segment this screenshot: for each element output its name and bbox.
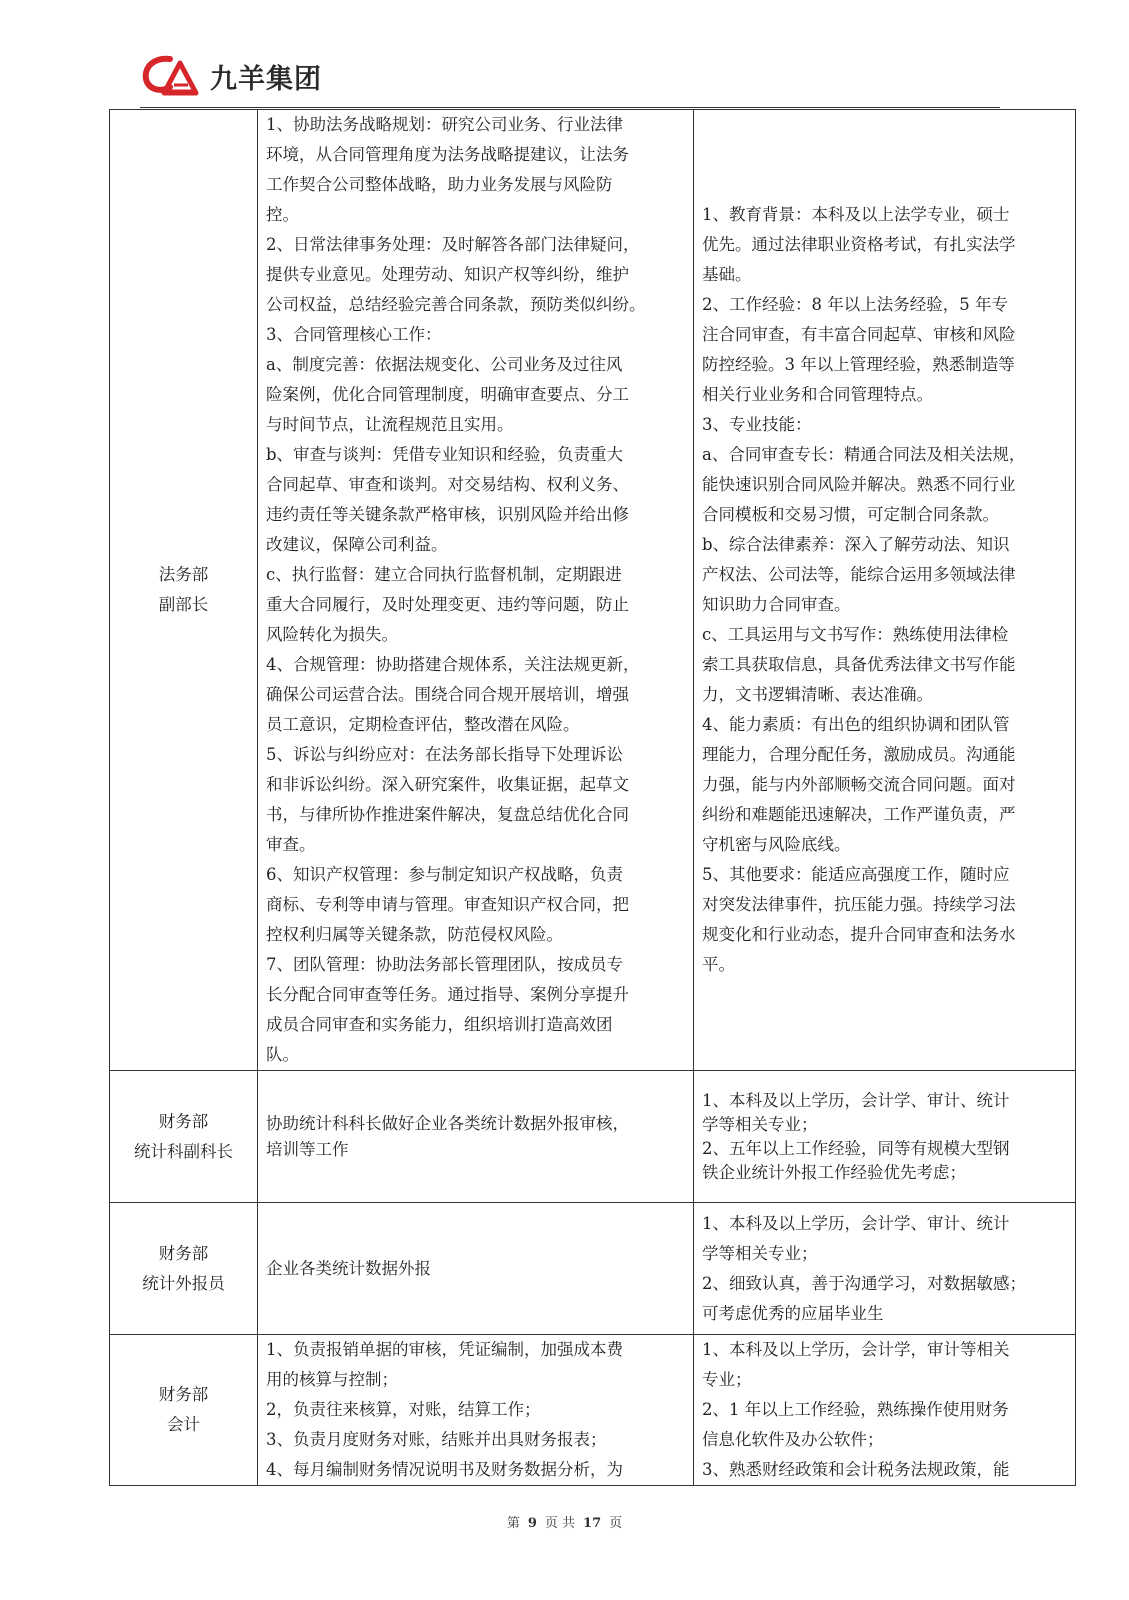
position-title-line: 财务部 (158, 1243, 209, 1263)
duty-line: 工作契合公司整体战略，助力业务发展与风险防 (266, 175, 613, 194)
requirement-line: 规变化和行业动态，提升合同审查和法务水 (702, 925, 1016, 944)
requirement-line: 可考虑优秀的应届毕业生 (702, 1303, 884, 1323)
requirement-line: 理能力，合理分配任务，激励成员。沟通能 (702, 745, 1016, 764)
duty-line: 3、负责月度财务对账，结账并出具财务报表； (266, 1430, 607, 1449)
requirement-line: 5、其他要求：能适应高强度工作，随时应 (702, 865, 1010, 884)
footer-middle: 页 共 (544, 1516, 576, 1531)
job-requirements-cell (694, 110, 1076, 1071)
duty-line: 企业各类统计数据外报 (266, 1258, 431, 1278)
job-row (110, 110, 1076, 1071)
header-divider (140, 107, 1000, 108)
job-table (109, 109, 1076, 1486)
footer-suffix: 页 (609, 1516, 623, 1531)
page-header (140, 52, 1000, 108)
position-title-line: 副部长 (158, 595, 209, 614)
requirement-line: 1、本科及以上学历，会计学、审计、统计 (702, 1090, 1010, 1110)
footer-total-pages: 17 (583, 1516, 602, 1531)
requirement-line: 学等相关专业； (702, 1114, 818, 1134)
duty-line: 违约责任等关键条款严格审核，识别风险并给出修 (266, 505, 629, 524)
duty-line: a、制度完善：依据法规变化、公司业务及过往风 (266, 355, 623, 374)
duty-line: 合同起草、审查和谈判。对交易结构、权利义务、 (266, 475, 629, 494)
duty-line: 控权利归属等关键条款，防范侵权风险。 (266, 925, 563, 944)
requirement-line: 纠纷和难题能迅速解决，工作严谨负责，严 (702, 805, 1016, 824)
job-duties-cell (258, 1203, 694, 1335)
position-title-cell (110, 1071, 258, 1203)
job-row (110, 1071, 1076, 1203)
requirement-line: b、综合法律素养：深入了解劳动法、知识 (702, 535, 1010, 554)
requirement-line: 优先。通过法律职业资格考试，有扎实法学 (702, 235, 1016, 254)
duty-line: 确保公司运营合法。围绕合同合规开展培训，增强 (266, 685, 629, 704)
job-duties-cell (258, 1335, 694, 1486)
requirement-line: 4、能力素质：有出色的组织协调和团队管 (702, 715, 1010, 734)
duty-line: 队。 (266, 1045, 299, 1064)
duty-line: 重大合同履行，及时处理变更、违约等问题，防止 (266, 595, 629, 614)
requirement-line: 1、本科及以上学历，会计学，审计等相关 (702, 1340, 1010, 1359)
requirement-line: 力，文书逻辑清晰、表达准确。 (702, 685, 933, 704)
requirement-line: 相关行业业务和合同管理特点。 (702, 385, 933, 404)
job-duties-cell (258, 110, 694, 1071)
position-title-cell (110, 110, 258, 1071)
duty-line: 环境，从合同管理角度为法务战略提建议，让法务 (266, 145, 629, 164)
requirement-line: 1、本科及以上学历，会计学、审计、统计 (702, 1213, 1010, 1233)
requirement-line: 对突发法律事件，抗压能力强。持续学习法 (702, 895, 1016, 914)
position-title-cell (110, 1335, 258, 1486)
requirement-line: 2、1 年以上工作经验，熟练操作使用财务 (702, 1400, 1009, 1419)
duty-line: 4、合规管理：协助搭建合规体系，关注法规更新， (266, 655, 640, 674)
requirement-line: 2、工作经验：8 年以上法务经验，5 年专 (702, 295, 1008, 314)
footer-prefix: 第 (506, 1516, 520, 1531)
duty-line: 员工意识，定期检查评估，整改潜在风险。 (266, 715, 580, 734)
requirement-line: 基础。 (702, 265, 752, 284)
requirement-line: 力强，能与内外部顺畅交流合同问题。面对 (702, 775, 1016, 794)
requirement-line: 平。 (702, 955, 735, 974)
duty-line: 商标、专利等申请与管理。审查知识产权合同，把 (266, 895, 629, 914)
company-name: 九羊集团 (210, 63, 322, 95)
requirement-line: c、工具运用与文书写作：熟练使用法律检 (702, 625, 1009, 644)
duty-line: 公司权益，总结经验完善合同条款，预防类似纠纷。 (266, 295, 646, 314)
job-row (110, 1203, 1076, 1335)
position-title-line: 统计外报员 (142, 1273, 225, 1293)
duty-line: 审查。 (266, 835, 316, 854)
requirement-line: 3、专业技能： (702, 415, 812, 434)
requirement-line: 1、教育背景：本科及以上法学专业，硕士 (702, 205, 1010, 224)
requirement-line: 2、五年以上工作经验，同等有规模大型钢 (702, 1138, 1010, 1158)
job-requirements-cell (694, 1071, 1076, 1203)
job-requirements-cell (694, 1203, 1076, 1335)
company-logo (140, 52, 322, 100)
requirement-line: 铁企业统计外报工作经验优先考虑； (702, 1162, 966, 1182)
requirement-line: 2、细致认真，善于沟通学习，对数据敏感； (702, 1273, 1026, 1293)
job-requirements-cell (694, 1335, 1076, 1486)
duty-line: 控。 (266, 205, 299, 224)
duty-line: 险案例，优化合同管理制度，明确审查要点、分工 (266, 385, 629, 404)
company-logo-mark-icon (140, 53, 206, 99)
duty-line: 1、协助法务战略规划：研究公司业务、行业法律 (266, 115, 623, 134)
page-footer (0, 1512, 1129, 1531)
duty-line: 书，与律所协作推进案件解决，复盘总结优化合同 (266, 805, 629, 824)
duty-line: 协助统计科科长做好企业各类统计数据外报审核， (266, 1113, 629, 1133)
requirement-line: 守机密与风险底线。 (702, 835, 851, 854)
duty-line: c、执行监督：建立合同执行监督机制，定期跟进 (266, 565, 622, 584)
duty-line: 培训等工作 (266, 1139, 349, 1159)
requirement-line: 专业； (702, 1370, 752, 1389)
duty-line: b、审查与谈判：凭借专业知识和经验，负责重大 (266, 445, 624, 464)
requirement-line: 信息化软件及办公软件； (702, 1430, 884, 1449)
duty-line: 用的核算与控制； (266, 1370, 398, 1389)
requirement-line: 产权法、公司法等，能综合运用多领域法律 (702, 565, 1016, 584)
requirement-line: a、合同审查专长：精通合同法及相关法规， (702, 445, 1026, 464)
footer-page-number: 9 (527, 1516, 537, 1531)
position-title-line: 会计 (167, 1415, 200, 1434)
duty-line: 成员合同审查和实务能力，组织培训打造高效团 (266, 1015, 613, 1034)
job-duties-cell (258, 1071, 694, 1203)
requirement-line: 学等相关专业； (702, 1243, 818, 1263)
requirement-line: 能快速识别合同风险并解决。熟悉不同行业 (702, 475, 1016, 494)
duty-line: 1、负责报销单据的审核，凭证编制，加强成本费 (266, 1340, 623, 1359)
duty-line: 长分配合同审查等任务。通过指导、案例分享提升 (266, 985, 629, 1004)
duty-line: 2，负责往来核算，对账，结算工作； (266, 1400, 541, 1419)
duty-line: 改建议，保障公司利益。 (266, 535, 448, 554)
duty-line: 风险转化为损失。 (266, 625, 398, 644)
requirement-line: 索工具获取信息，具备优秀法律文书写作能 (702, 655, 1016, 674)
duty-line: 5、诉讼与纠纷应对：在法务部长指导下处理诉讼 (266, 745, 623, 764)
requirement-line: 防控经验。3 年以上管理经验，熟悉制造等 (702, 355, 1015, 374)
duty-line: 3、合同管理核心工作： (266, 325, 442, 344)
duty-line: 提供专业意见。处理劳动、知识产权等纠纷，维护 (266, 265, 629, 284)
duty-line: 4、每月编制财务情况说明书及财务数据分析，为 (266, 1460, 623, 1479)
requirement-line: 注合同审查，有丰富合同起草、审核和风险 (702, 325, 1016, 344)
duty-line: 7、团队管理：协助法务部长管理团队，按成员专 (266, 955, 623, 974)
position-title-line: 财务部 (158, 1385, 209, 1404)
duty-line: 与时间节点，让流程规范且实用。 (266, 415, 514, 434)
duty-line: 和非诉讼纠纷。深入研究案件，收集证据，起草文 (266, 775, 629, 794)
position-title-cell (110, 1203, 258, 1335)
requirement-line: 知识助力合同审查。 (702, 595, 851, 614)
position-title-line: 法务部 (158, 565, 209, 584)
duty-line: 6、知识产权管理：参与制定知识产权战略，负责 (266, 865, 623, 884)
job-row (110, 1335, 1076, 1486)
position-title-line: 统计科副科长 (134, 1141, 233, 1161)
requirement-line: 合同模板和交易习惯，可定制合同条款。 (702, 505, 999, 524)
duty-line: 2、日常法律事务处理：及时解答各部门法律疑问， (266, 235, 640, 254)
position-title-line: 财务部 (158, 1111, 209, 1131)
requirement-line: 3、熟悉财经政策和会计税务法规政策，能 (702, 1460, 1010, 1479)
